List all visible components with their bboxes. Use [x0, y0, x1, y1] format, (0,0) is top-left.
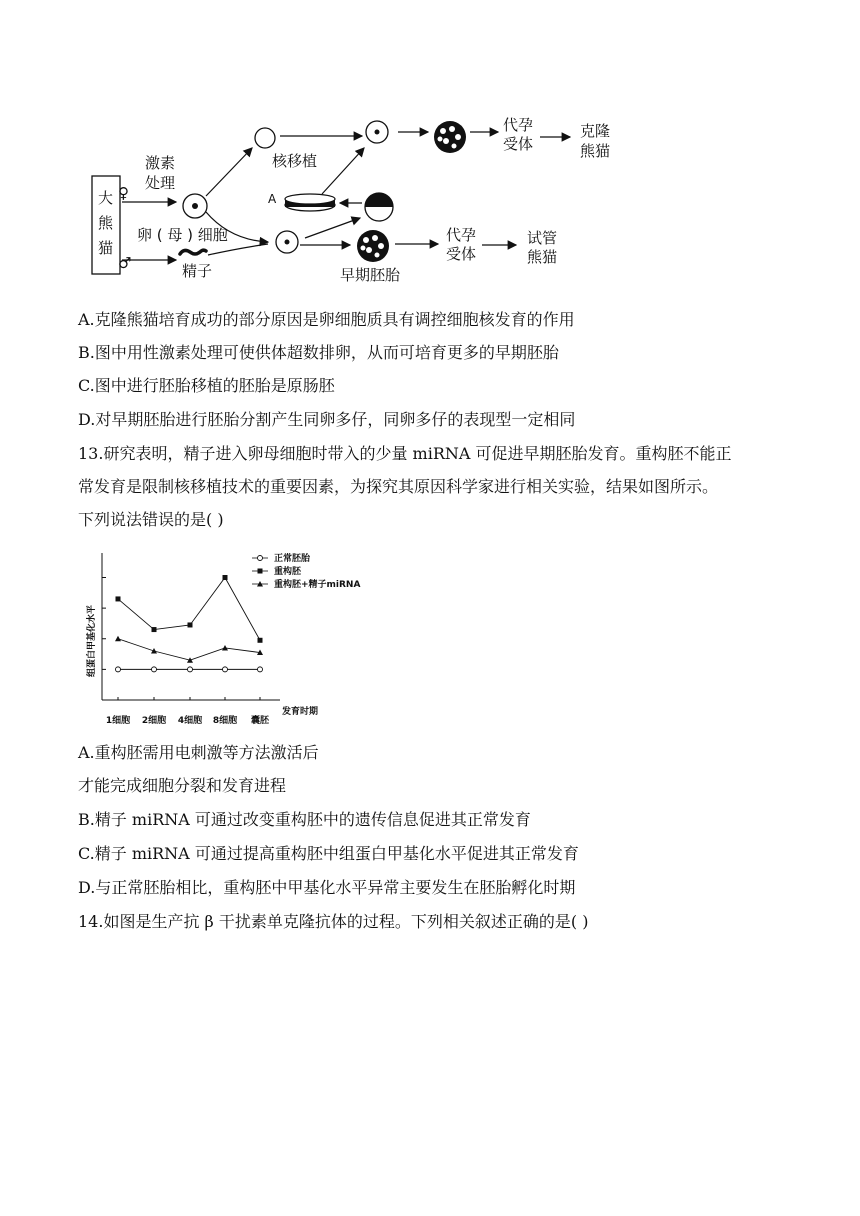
- data-point-series-0: [223, 667, 228, 672]
- sperm-label: 精子: [182, 262, 213, 280]
- data-point-series-1: [223, 575, 228, 580]
- clone-label-1: 克隆: [580, 122, 611, 140]
- q12-option-d: D.对早期胚胎进行胚胎分割产生同卵多仔，同卵多仔的表现型一定相同: [78, 410, 576, 429]
- data-point-series-0: [258, 667, 263, 672]
- data-point-series-0: [152, 667, 157, 672]
- x-tick-label: 2细胞: [141, 716, 167, 726]
- female-symbol: ♀: [118, 184, 129, 202]
- blastocyst: [365, 193, 393, 221]
- ivf-label-2: 熊猫: [527, 248, 558, 266]
- q12-option-a: A.克隆熊猫培育成功的部分原因是卵细胞质具有调控细胞核发育的作用: [78, 310, 575, 329]
- q13-option-a-cont: 才能完成细胞分裂和发育进程: [78, 776, 287, 795]
- x-tick-label: 囊胚: [250, 716, 270, 726]
- data-point-series-1: [188, 622, 193, 627]
- q13-option-d: D.与正常胚胎相比，重构胚中甲基化水平异常主要发生在胚胎孵化时期: [78, 878, 576, 897]
- panda-box-char-3: 猫: [98, 239, 114, 257]
- q13-option-a: A.重构胚需用电刺激等方法激活后: [78, 743, 319, 762]
- legend-normal: 正常胚胎: [274, 554, 311, 564]
- panda-box-char-2: 熊: [98, 214, 114, 232]
- data-point-series-1: [116, 596, 121, 601]
- morula-bottom: [357, 230, 389, 262]
- data-point-series-0: [188, 667, 193, 672]
- x-tick-label: 1细胞: [105, 716, 131, 726]
- series-line-1: [118, 578, 260, 641]
- data-point-series-1: [258, 638, 263, 643]
- ivf-label-1: 试管: [527, 229, 558, 247]
- q13-stem-line3: 下列说法错误的是( ): [78, 510, 224, 529]
- q12-option-c: C.图中进行胚胎移植的胚胎是原肠胚: [78, 376, 335, 395]
- hormone-label-1: 激素: [145, 154, 176, 172]
- x-axis-label: 发育时期: [282, 707, 319, 717]
- surrogate-2b: 受体: [446, 245, 477, 263]
- series-line-2: [118, 639, 260, 660]
- x-tick-label: 4细胞: [177, 716, 203, 726]
- legend-marker-reconstructed: [258, 569, 263, 574]
- morula-top: [434, 121, 466, 153]
- label-a: A: [268, 192, 277, 206]
- q13-stem-line2: 常发育是限制核移植技术的重要因素，为探究其原因科学家进行相关实验，结果如图所示。: [78, 477, 719, 496]
- legend-mirna: 重构胚+精子miRNA: [274, 580, 361, 590]
- male-symbol: ♂: [118, 254, 132, 272]
- legend: [252, 552, 360, 590]
- hormone-label-2: 处理: [145, 174, 176, 192]
- legend-reconstructed: 重构胚: [274, 567, 302, 577]
- panda-box-char-1: 大: [98, 189, 114, 207]
- methylation-line-chart: [80, 545, 390, 730]
- q14-stem: 14.如图是生产抗 β 干扰素单克隆抗体的过程。下列相关叙述正确的是( ): [78, 912, 589, 931]
- x-tick-label: 8细胞: [212, 716, 238, 726]
- surrogate-1b: 受体: [503, 135, 534, 153]
- data-point-series-1: [152, 627, 157, 632]
- q13-stem-line1: 13.研究表明，精子进入卵母细胞时带入的少量 miRNA 可促进早期胚胎发育。重构胚不能正: [78, 444, 732, 463]
- q13-option-b: B.精子 miRNA 可通过改变重构胚中的遗传信息促进其正常发育: [78, 810, 531, 829]
- enucleated-egg: [255, 128, 275, 148]
- data-point-series-0: [116, 667, 121, 672]
- early-embryo-label: 早期胚胎: [340, 266, 401, 284]
- egg-label: 卵 ( 母 ) 细胞: [137, 226, 228, 244]
- nuclear-transfer-label: 核移植: [272, 152, 318, 170]
- culture-dish-a: [285, 194, 335, 211]
- data-point-series-2: [115, 636, 121, 642]
- data-point-series-2: [222, 645, 228, 651]
- sperm-shape: [180, 250, 206, 254]
- surrogate-1a: 代孕: [503, 116, 534, 134]
- panda-cloning-diagram: [80, 108, 640, 293]
- clone-label-2: 熊猫: [580, 142, 611, 160]
- surrogate-2a: 代孕: [446, 226, 477, 244]
- y-axis-label: 组蛋白甲基化水平: [87, 604, 97, 677]
- q12-option-b: B.图中用性激素处理可使供体超数排卵，从而可培育更多的早期胚胎: [78, 343, 559, 362]
- q13-option-c: C.精子 miRNA 可通过提高重构胚中组蛋白甲基化水平促进其正常发育: [78, 844, 579, 863]
- legend-marker-normal: [258, 556, 263, 561]
